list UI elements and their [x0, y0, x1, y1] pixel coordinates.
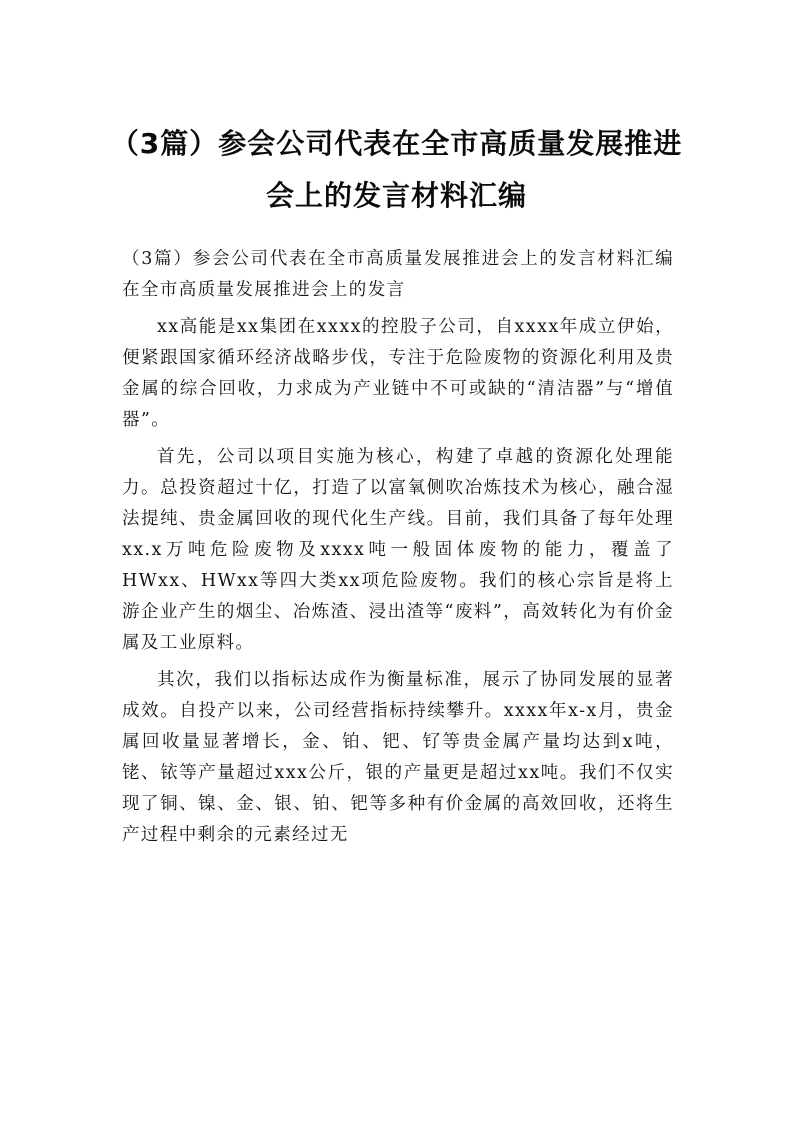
- body-paragraph: 首先，公司以项目实施为核心，构建了卓越的资源化处理能力。总投资超过十亿，打造了以富氧侧吹冶炼技术为核心，融合湿法提纯、贵金属回收的现代化生产线。目前，我们具备了每年处理xx.x万吨危险废物及xxxx吨一般固体废物的能力，覆盖了HWxx、HWxx等四大类xx项危险废物。我们的核心宗旨是将上游企业产生的烟尘、冶炼渣、浸出渣等“废料”，高效转化为有价金属及工业原料。: [122, 447, 674, 653]
- body-paragraph: 其次，我们以指标达成作为衡量标准，展示了协同发展的显著成效。自投产以来，公司经营指标持续攀升。xxxx年x-x月，贵金属回收量显著增长，金、铂、钯、钌等贵金属产量均达到x吨，铑、铱等产量超过xxx公斤，银的产量更是超过xx吨。我们不仅实现了铜、镍、金、银、铂、钯等多种有价金属的高效回收，还将生产过程中剩余的元素经过无: [122, 670, 674, 845]
- document-title: （3篇）参会公司代表在全市高质量发展推进会上的发言材料汇编: [110, 127, 683, 212]
- document-body: [122, 244, 674, 857]
- intro-paragraph: （3篇）参会公司代表在全市高质量发展推进会上的发言材料汇编在全市高质量发展推进会上的发言: [122, 249, 674, 300]
- body-paragraph: xx高能是xx集团在xxxx的控股子公司，自xxxx年成立伊始，便紧跟国家循环经济战略步伐，专注于危险废物的资源化利用及贵金属的综合回收，力求成为产业链中不可或缺的“清洁器”与“增值器”。: [122, 317, 674, 430]
